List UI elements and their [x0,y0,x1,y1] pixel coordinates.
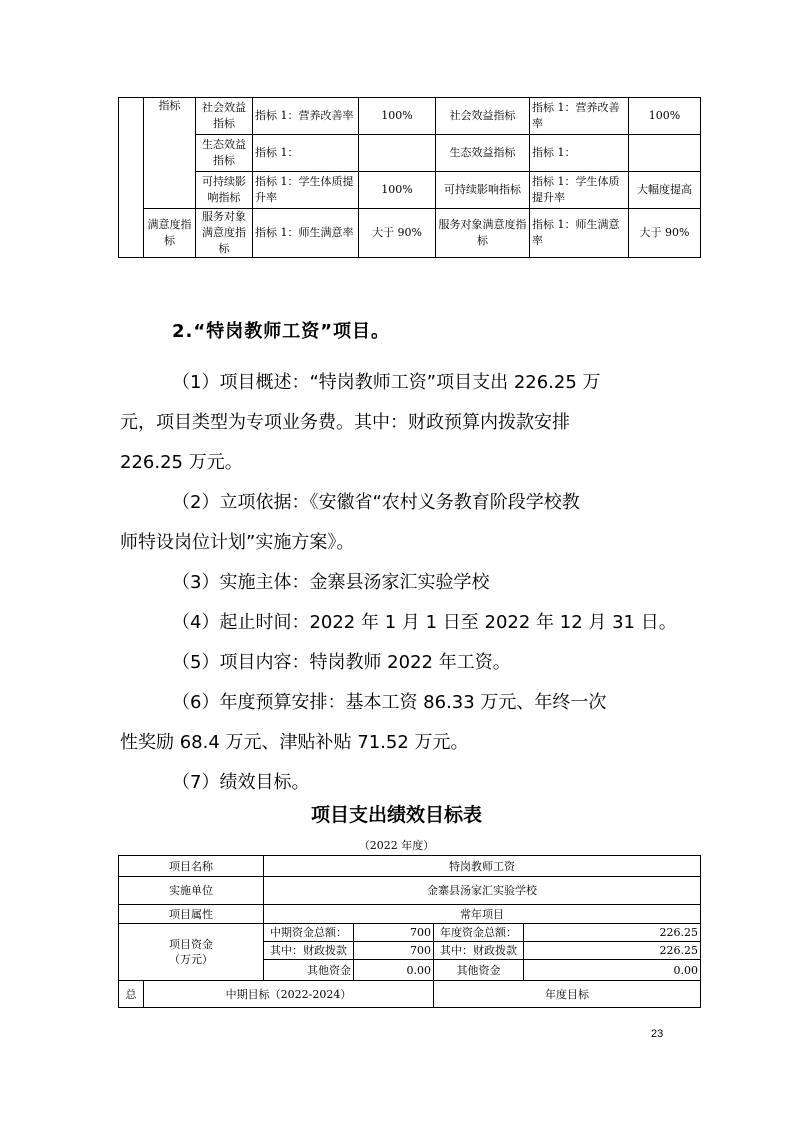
table-row [119,924,701,942]
funds-label: 项目资金 [169,938,213,951]
project-name-label: 项目名称 [119,856,264,877]
paragraph-targets [120,763,680,803]
value-cell: 大于 90% [359,209,436,258]
paragraph-overview [120,363,680,483]
paragraph-line: 元，项目类型为专项业务费。其中：财政预算内拨款安排 [120,412,570,433]
paragraph-line: （7）绩效目标。 [172,772,310,793]
unit-label: 实施单位 [119,877,264,905]
category-cell: 服务对象满意度指标 [436,209,530,258]
category-cell: 可持续影响指标 [436,172,530,209]
metric-cell: 指标 1：营养改善率 [530,98,629,135]
attr-value: 常年项目 [264,905,701,924]
year-total-value: 226.25 [524,924,701,942]
section-heading: 2.“特岗教师工资”项目。 [172,321,391,342]
year-total-label: 年度资金总额： [434,924,524,942]
paragraph-line: 性奖励 68.4 万元、津贴补贴 71.52 万元。 [120,732,469,753]
year-other-label: 其他资金 [434,960,524,981]
paragraph-line: （3）实施主体：金寨县汤家汇实验学校 [172,572,490,593]
performance-target-table [118,855,701,1008]
metric-cell: 指标 1：学生体质提升率 [253,172,359,209]
left-blank-cell [119,98,144,258]
metric-cell: 指标 1：师生满意率 [530,209,629,258]
table-subtitle: （2022 年度） [358,839,435,852]
total-label: 总 [119,981,144,1008]
page-number: 23 [651,1028,664,1040]
value-cell [629,135,701,172]
metric-cell: 指标 1：学生体质提升率 [530,172,629,209]
paragraph-line: （4）起止时间：2022 年 1 月 1 日至 2022 年 12 月 31 日。 [172,612,677,633]
value-cell: 100% [359,98,436,135]
table-row [119,877,701,905]
year-fiscal-value: 226.25 [524,942,701,960]
table-title: 项目支出绩效目标表 [310,804,482,826]
table-row [119,135,701,172]
mid-other-value: 0.00 [354,960,434,981]
paragraph-line: （6）年度预算安排：基本工资 86.33 万元、年终一次 [172,692,607,713]
paragraph-period [120,603,680,643]
funds-label-cell [119,924,264,981]
value-cell: 100% [359,172,436,209]
metric-cell: 指标 1： [253,135,359,172]
project-name-value: 特岗教师工资 [264,856,701,877]
value-cell: 大于 90% [629,209,701,258]
attr-label: 项目属性 [119,905,264,924]
table-row [119,856,701,877]
category-cell: 生态效益指标 [196,135,253,172]
value-cell [359,135,436,172]
category-cell: 可持续影响指标 [196,172,253,209]
table-row [119,98,701,135]
paragraph-implementer [120,563,680,603]
funds-unit: （万元） [169,953,213,966]
mid-fiscal-label: 其中：财政拨款 [264,942,354,960]
year-other-value: 0.00 [524,960,701,981]
mid-target-header: 中期目标（2022-2024） [144,981,434,1008]
metric-cell: 指标 1：营养改善率 [253,98,359,135]
table-row [119,172,701,209]
metric-cell: 指标 1：师生满意率 [253,209,359,258]
mid-other-label: 其他资金 [264,960,354,981]
table-row [119,209,701,258]
indicator-table-continued [118,97,701,258]
table-row [119,981,701,1008]
paragraph-line: 226.25 万元。 [120,452,243,473]
paragraph-budget [120,683,680,763]
metric-cell: 指标 1： [530,135,629,172]
category-cell: 服务对象满意度指标 [196,209,253,258]
paragraph-content [120,643,680,683]
paragraph-line: （2）立项依据：《安徽省“农村义务教育阶段学校教 [172,492,580,513]
value-cell: 100% [629,98,701,135]
mid-fiscal-value: 700 [354,942,434,960]
value-cell: 大幅度提高 [629,172,701,209]
category-cell: 社会效益指标 [196,98,253,135]
mid-total-label: 中期资金总额： [264,924,354,942]
indicator-label-cell: 指标 [144,98,196,209]
group-cell: 满意度指标 [144,209,196,258]
unit-value: 金寨县汤家汇实验学校 [264,877,701,905]
paragraph-line: （5）项目内容：特岗教师 2022 年工资。 [172,652,511,673]
mid-total-value: 700 [354,924,434,942]
category-cell: 生态效益指标 [436,135,530,172]
table-row [119,905,701,924]
year-fiscal-label: 其中：财政拨款 [434,942,524,960]
paragraph-line: （1）项目概述：“特岗教师工资”项目支出 226.25 万 [172,372,601,393]
year-target-header: 年度目标 [434,981,701,1008]
paragraph-basis [120,483,680,563]
paragraph-line: 师特设岗位计划”实施方案》。 [120,532,355,553]
category-cell: 社会效益指标 [436,98,530,135]
